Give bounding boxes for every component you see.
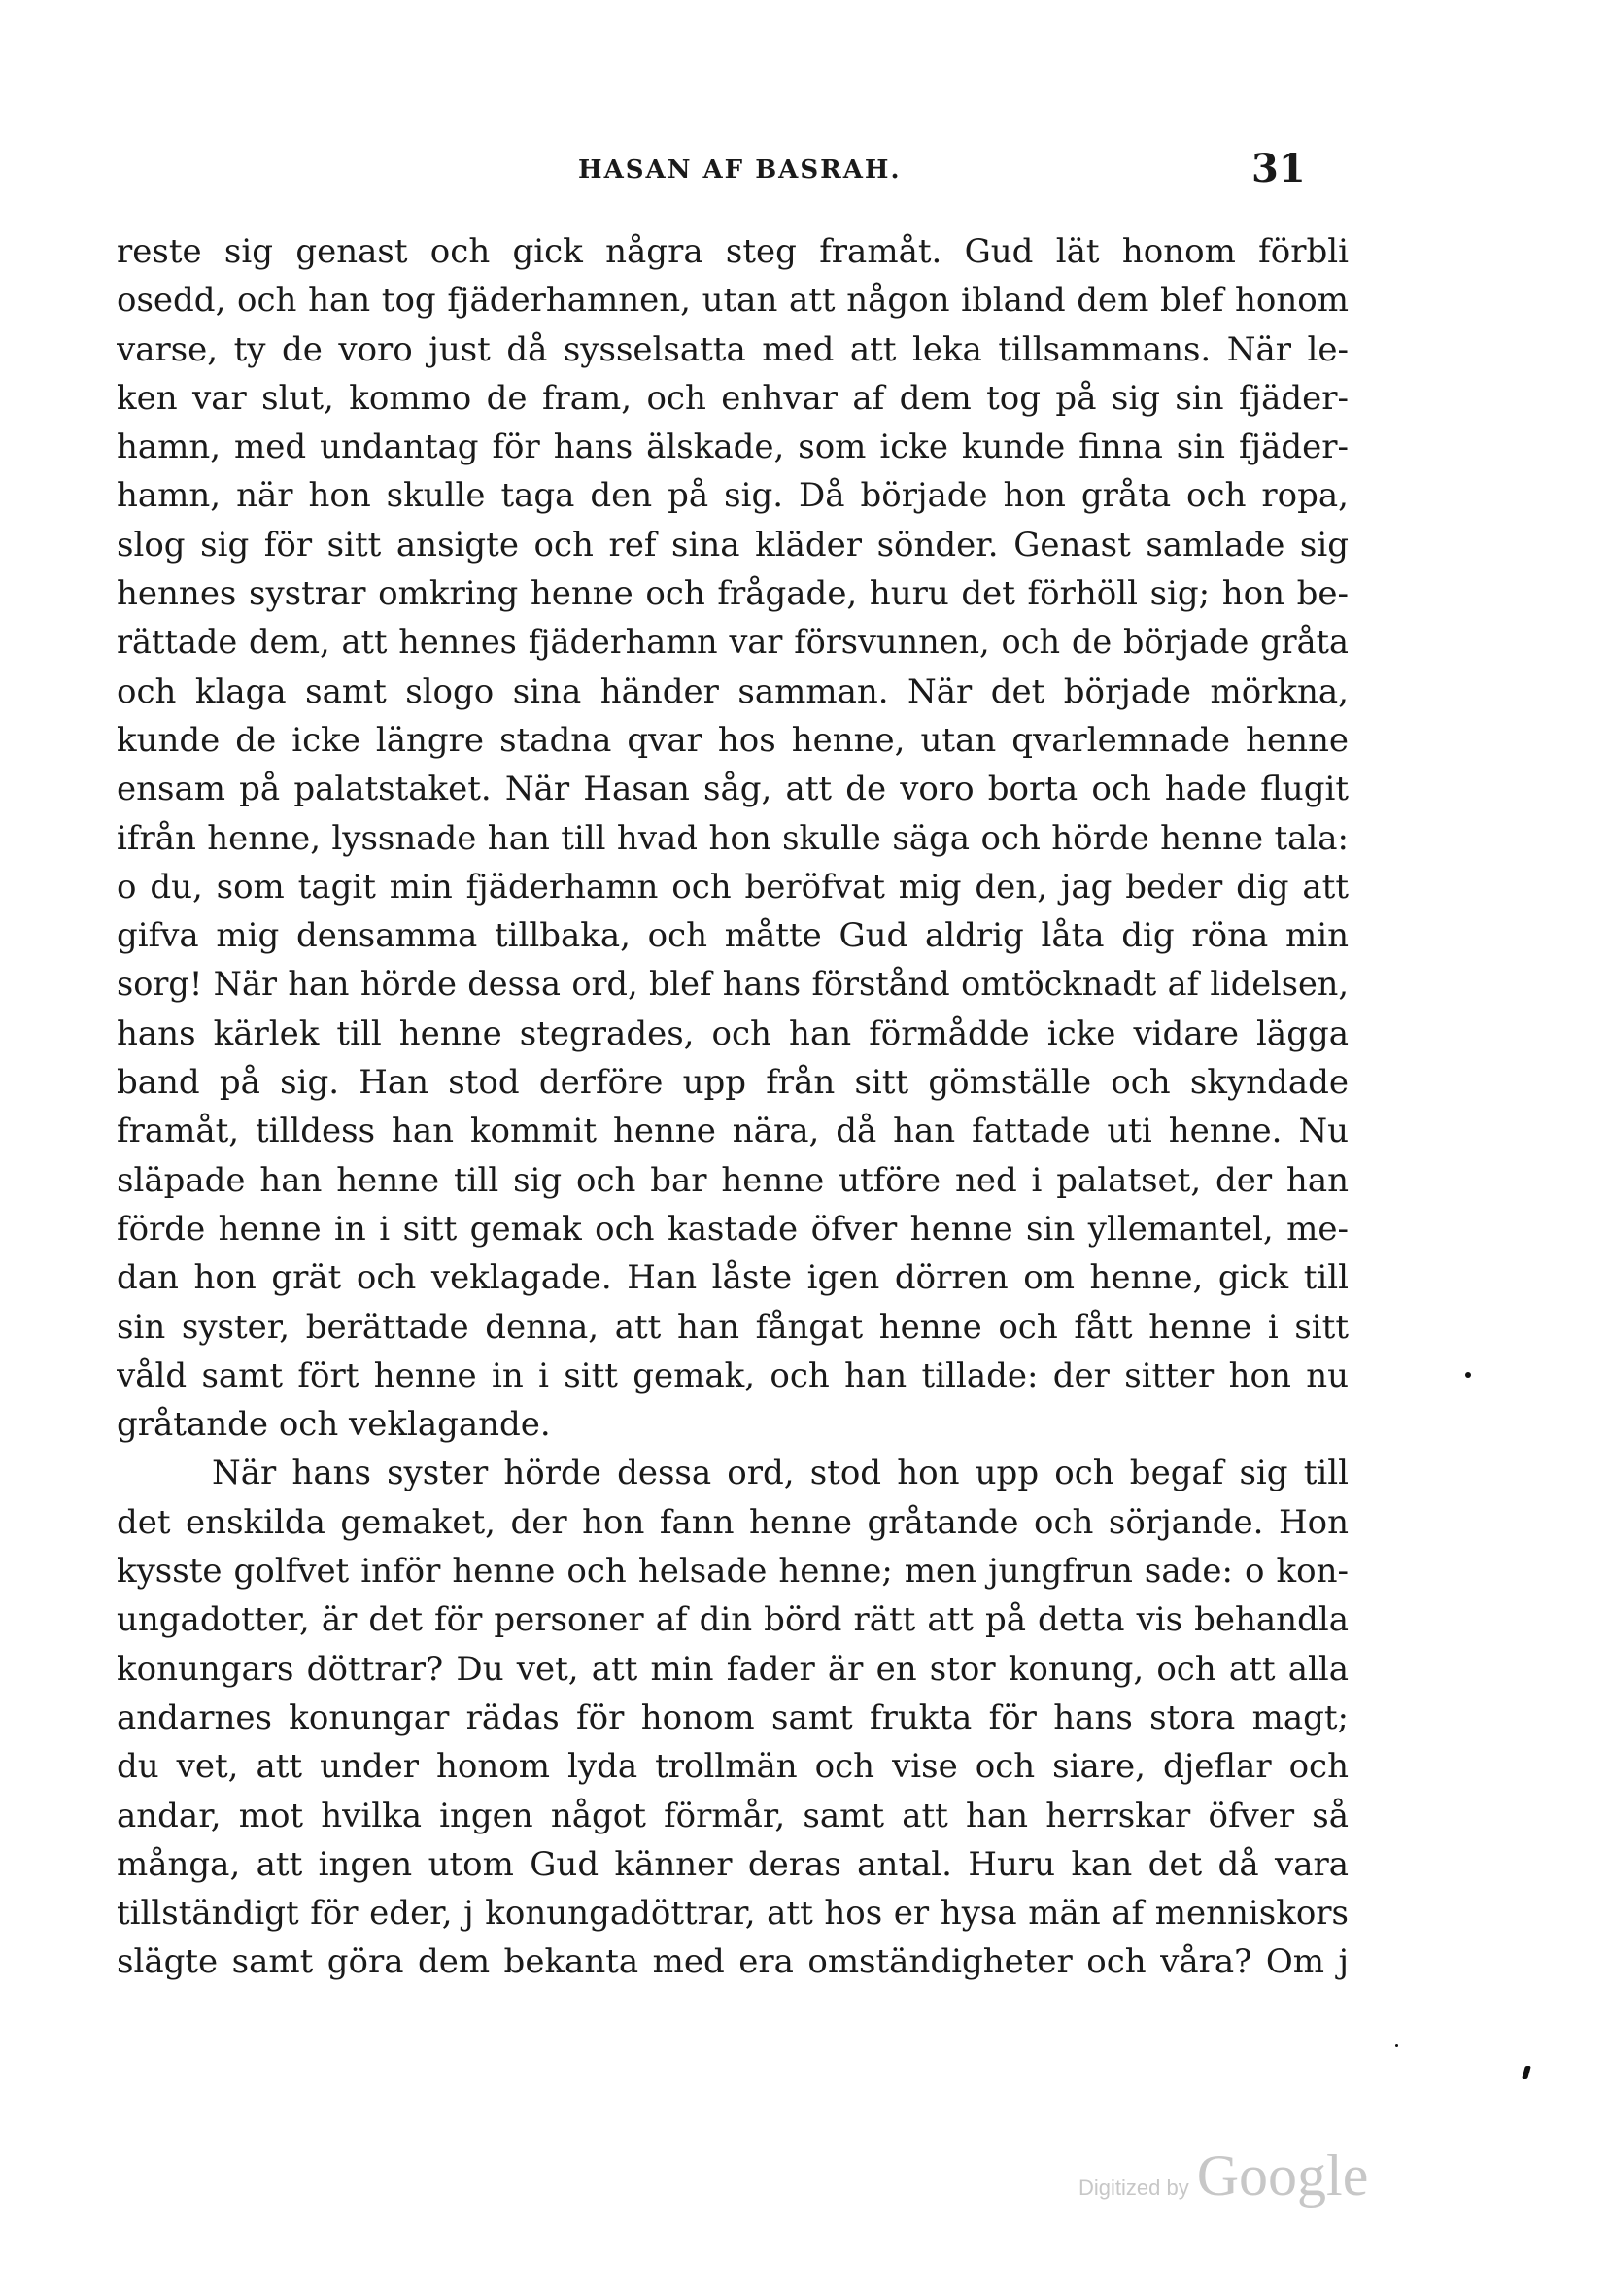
text-line: hamn, med undantag för hans älskade, som icke kunde finna sin fjäder- [117, 428, 1349, 467]
text-line: tillständigt för eder, j konungadöttrar, att hos er hysa män af menniskors [117, 1894, 1349, 1934]
text-line: band på sig. Han stod derföre upp från sitt gömställe och skyndade [117, 1063, 1349, 1103]
ink-speck [1522, 2066, 1531, 2079]
text-line: gråtande och veklagande. [117, 1405, 551, 1445]
text-line: och klaga samt slogo sina händer samman. När det började mörkna, [117, 671, 1349, 711]
text-line: konungars döttrar? Du vet, att min fader är en stor konung, och att alla [117, 1649, 1349, 1689]
watermark-digitized-label: Digitized by [1078, 2176, 1189, 2200]
text-line: osedd, och han tog fjäderhamnen, utan att någon ibland dem blef honom [117, 281, 1349, 321]
body-text [117, 227, 1349, 1987]
text-line: hans kärlek till henne stegrades, och han förmådde icke vidare lägga [117, 1013, 1349, 1053]
text-line: reste sig genast och gick några steg framåt. Gud lät honom förbli [117, 232, 1349, 271]
text-line: rättade dem, att hennes fjäderhamn var försvunnen, och de började gråta [117, 623, 1349, 662]
text-line: våld samt fört henne in i sitt gemak, och han tillade: der sitter hon nu [117, 1355, 1349, 1395]
text-line: ifrån henne, lyssnade han till hvad hon skulle säga och hörde henne tala: [117, 818, 1349, 858]
running-head: HASAN AF BASRAH. [578, 155, 902, 185]
text-line: släpade han henne till sig och bar henne utföre ned i palatset, der han [117, 1160, 1349, 1200]
text-line: det enskilda gemaket, der hon fann henne gråtande och sörjande. Hon [117, 1502, 1349, 1542]
text-line: sorg! När han hörde dessa ord, blef hans förstånd omtöcknadt af lidelsen, [117, 965, 1349, 1004]
text-line: andar, mot hvilka ingen något förmår, samt att han herrskar öfver så [117, 1796, 1349, 1835]
page-number: 31 [1251, 146, 1306, 191]
text-line: hamn, när hon skulle taga den på sig. Då började hon gråta och ropa, [117, 476, 1349, 516]
digitized-by-google-watermark [1078, 2142, 1368, 2210]
text-line: du vet, att under honom lyda trollmän och vise och siare, djeflar och [117, 1747, 1349, 1787]
text-line: kysste golfvet inför henne och helsade henne; men jungfrun sade: o kon- [117, 1552, 1349, 1592]
text-line: varse, ty de voro just då sysselsatta med att leka tillsammans. När le- [117, 329, 1349, 369]
text-line: När hans syster hörde dessa ord, stod hon upp och begaf sig till [212, 1454, 1349, 1493]
text-line: dan hon grät och veklagade. Han låste igen dörren om henne, gick till [117, 1258, 1349, 1298]
text-line: kunde de icke längre stadna qvar hos henne, utan qvarlemnade henne [117, 720, 1349, 760]
text-line: gifva mig densamma tillbaka, och måtte Gud aldrig låta dig röna min [117, 916, 1349, 956]
ink-speck [1395, 2044, 1398, 2047]
text-line: förde henne in i sitt gemak och kastade öfver henne sin yllemantel, me- [117, 1209, 1349, 1249]
text-line: sin syster, berättade denna, att han fångat henne och fått henne i sitt [117, 1307, 1349, 1347]
text-line: slog sig för sitt ansigte och ref sina kläder sönder. Genast samlade sig [117, 525, 1349, 565]
text-line: många, att ingen utom Gud känner deras antal. Huru kan det då vara [117, 1844, 1349, 1884]
google-logo: Google [1196, 2143, 1369, 2208]
text-line: o du, som tagit min fjäderhamn och beröfvat mig den, jag beder dig att [117, 867, 1349, 907]
ink-speck [1465, 1372, 1471, 1378]
text-line: andarnes konungar rädas för honom samt frukta för hans stora magt; [117, 1697, 1349, 1737]
text-line: framåt, tilldess han kommit henne nära, då han fattade uti henne. Nu [117, 1112, 1349, 1151]
text-line: ensam på palatstaket. När Hasan såg, att de voro borta och hade flugit [117, 770, 1349, 809]
text-line: ken var slut, kommo de fram, och enhvar af dem tog på sig sin fjäder- [117, 378, 1349, 418]
text-line: slägte samt göra dem bekanta med era omständigheter och våra? Om j [117, 1942, 1349, 1982]
text-line: ungadotter, är det för personer af din börd rätt att på detta vis behandla [117, 1600, 1349, 1640]
text-line: hennes systrar omkring henne och frågade, huru det förhöll sig; hon be- [117, 574, 1349, 614]
